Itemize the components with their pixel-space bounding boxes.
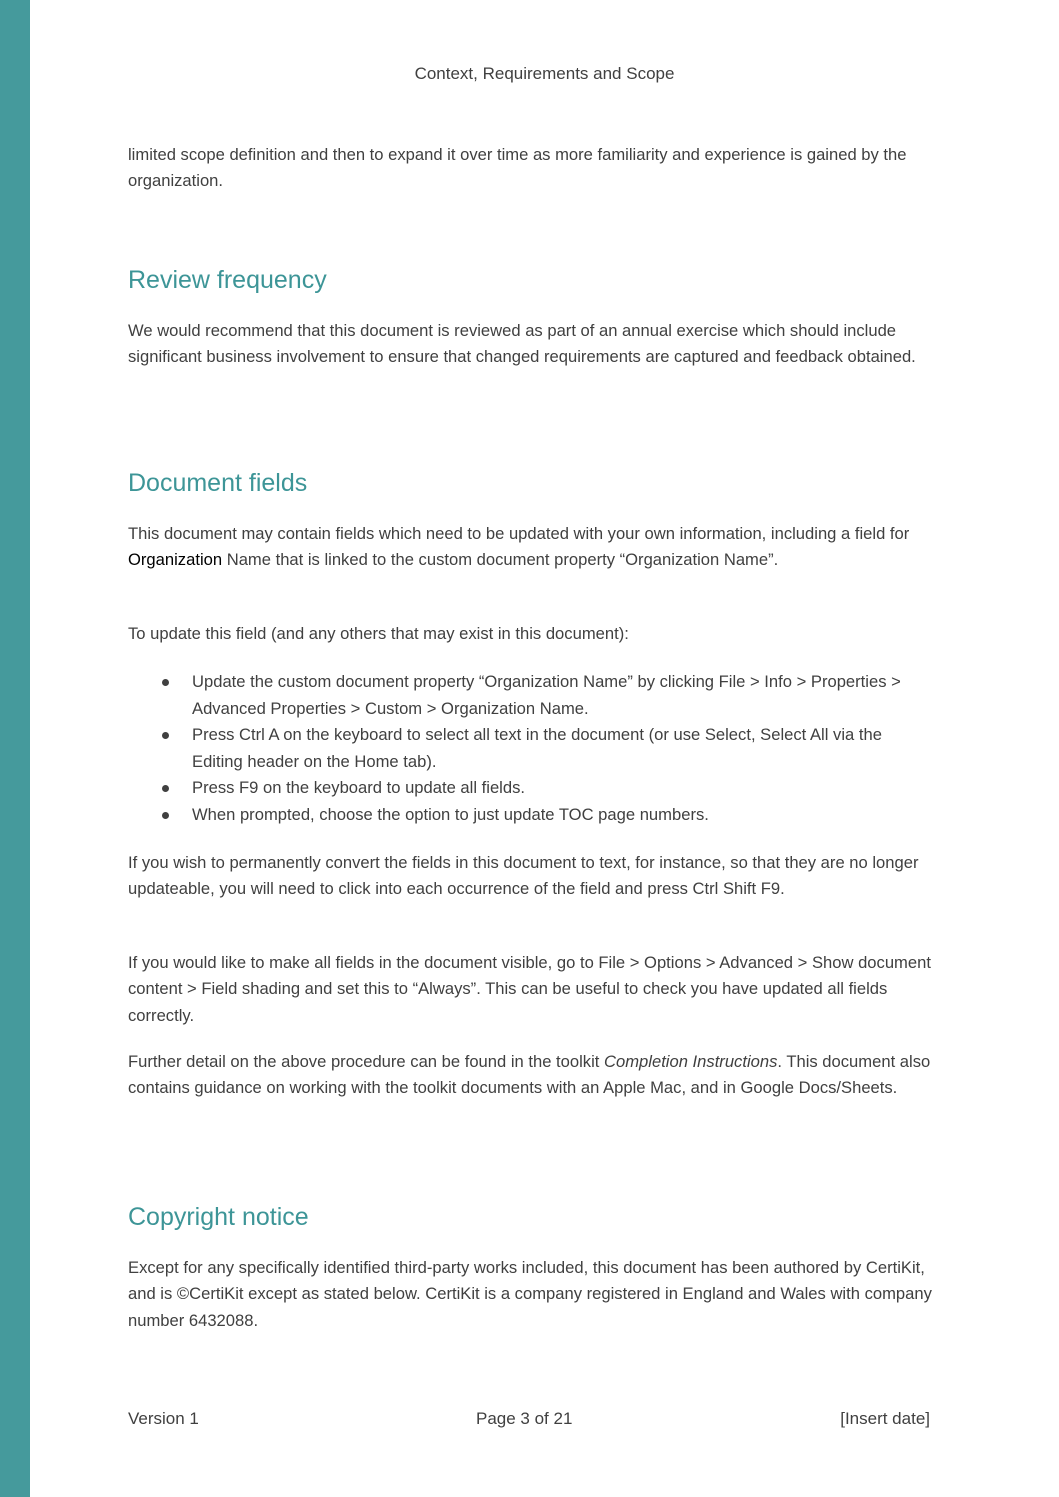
fields-paragraph-5 [128, 1049, 934, 1102]
list-item: Update the custom document property “Organization Name” by clicking File > Info > Properties > Advanced Properties > Custom > Organization Name. [192, 669, 934, 722]
text: Further detail on the above procedure can be found in the toolkit [128, 1052, 605, 1071]
footer-page-number: Page 3 of 21 [476, 1409, 573, 1428]
heading-document-fields: Document fields [128, 469, 308, 497]
side-accent-bar [0, 0, 30, 1497]
list-item: Press F9 on the keyboard to update all fields. [192, 775, 934, 802]
list-item: When prompted, choose the option to just update TOC page numbers. [192, 802, 934, 829]
page-header: Context, Requirements and Scope [414, 64, 675, 83]
footer-date: [Insert date] [840, 1409, 930, 1428]
fields-paragraph-1 [128, 521, 934, 574]
review-paragraph: We would recommend that this document is reviewed as part of an annual exercise which should include significant business involvement to ensure that changed requirements are captured and feedback obtained. [128, 321, 916, 367]
heading-copyright-notice: Copyright notice [128, 1203, 309, 1231]
fields-paragraph-4: If you would like to make all fields in the document visible, go to File > Options > Advanced > Show document content > Field shading and set this to “Always”. This can be useful to check you have updated all fields correctly. [128, 953, 931, 1025]
heading-review-frequency: Review frequency [128, 266, 327, 294]
organization-field: Organization [128, 550, 223, 570]
fields-paragraph-2: To update this field (and any others that may exist in this document): [128, 624, 629, 643]
fields-paragraph-3: If you wish to permanently convert the fields in this document to text, for instance, so that they are no longer updateable, you will need to click into each occurrence of the field and press Ctrl Shift F9. [128, 853, 919, 899]
copyright-paragraph: Except for any specifically identified third-party works included, this document has been authored by CertiKit, and is ©CertiKit except as stated below. CertiKit is a company registered in England and Wales with company number 6432088. [128, 1258, 932, 1330]
list-item: Press Ctrl A on the keyboard to select all text in the document (or use Select, Select All via the Editing header on the Home tab). [192, 722, 934, 775]
text: This document may contain fields which need to be updated with your own information, including a field for [128, 524, 910, 543]
footer-version: Version 1 [128, 1409, 199, 1428]
text: Name that is linked to the custom document property “Organization Name”. [222, 550, 779, 570]
intro-paragraph: limited scope definition and then to expand it over time as more familiarity and experience is gained by the organization. [128, 145, 907, 191]
text: . This document also contains guidance on working with the toolkit documents with an Apple Mac, and in Google Docs/Sheets. [128, 1052, 931, 1098]
fields-bullet-list [128, 669, 934, 829]
completion-instructions-title: Completion Instructions [604, 1052, 778, 1071]
